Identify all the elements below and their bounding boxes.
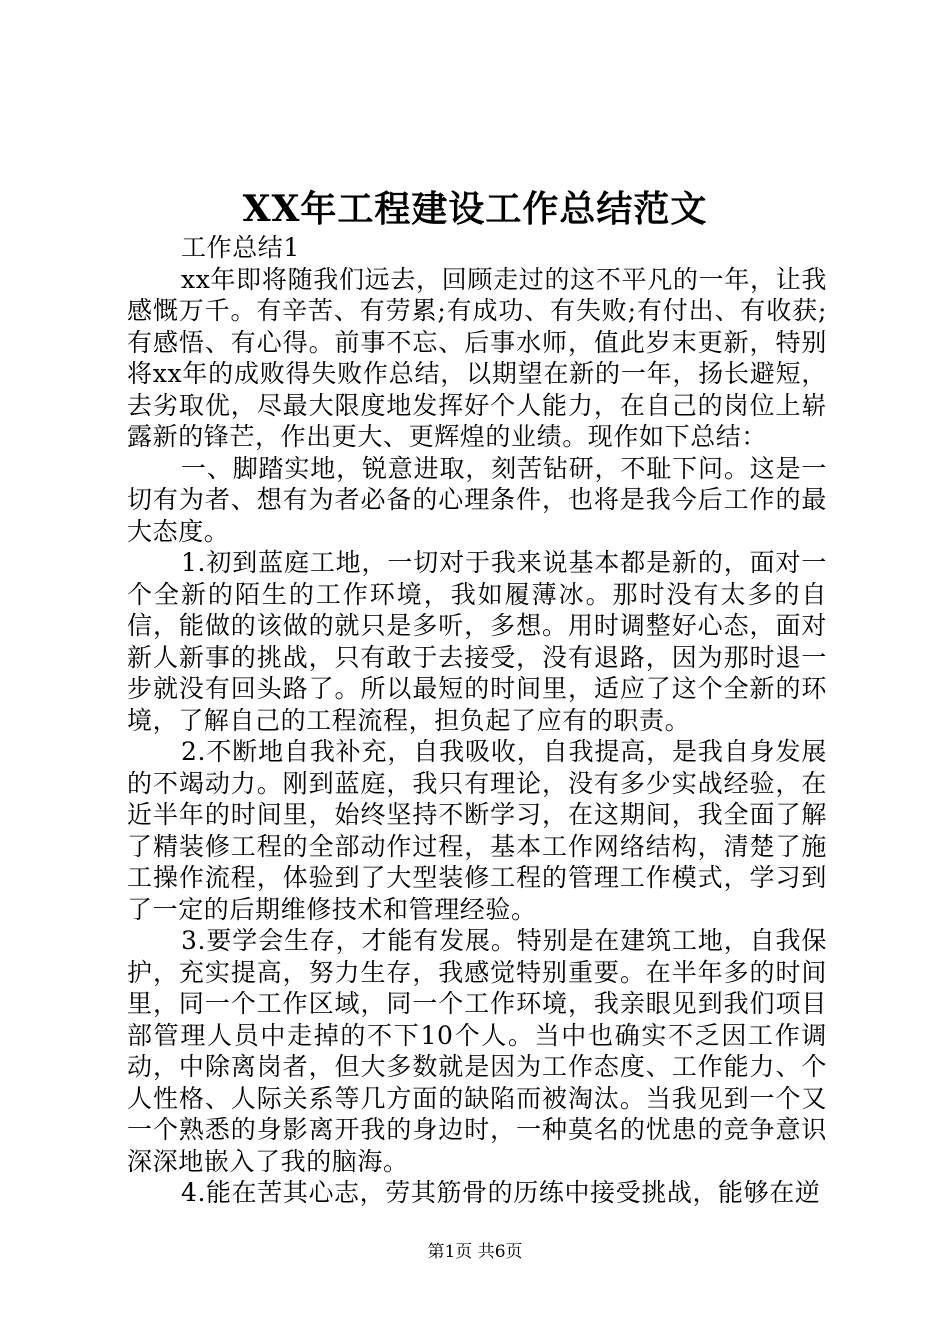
paragraph-item-3: 3.要学会生存，才能有发展。特别是在建筑工地，自我保护，充实提高，努力生存，我感觉特别重要。在半年多的时间里，同一个工作区域，同一个工作环境，我亲眼见到我们项目部管理人员中走掉的不下10个人。当中也确实不乏因工作调动，中除离岗者，但大多数就是因为工作态度、工作能力、个人性格、人际关系等几方面的缺陷而被淘汰。当我见到一个又一个熟悉的身影离开我的身边时，一种莫名的忧患的竞争意识深深地嵌入了我的脑海。: [127, 926, 827, 1176]
paragraph-heading: 工作总结1: [181, 233, 300, 262]
paragraph-section-1: 一、脚踏实地，锐意进取，刻苦钻研，不耻下问。这是一切有为者、想有为者必备的心理条件，也将是我今后工作的最大态度。: [127, 453, 827, 546]
paragraph-item-2: 2.不断地自我补充，自我吸收，自我提高，是我自身发展的不竭动力。刚到蓝庭，我只有理论，没有多少实战经验，在近半年的时间里，始终坚持不断学习，在这期间，我全面了解了精装修工程的全部动作过程，基本工作网络结构，清楚了施工操作流程，体验到了大型装修工程的管理工作模式，学习到了一定的后期维修技术和管理经验。: [127, 737, 827, 924]
document-body: [127, 232, 827, 1209]
paragraph-item-1: 1.初到蓝庭工地，一切对于我来说基本都是新的，面对一个全新的陌生的工作环境，我如履薄冰。那时没有太多的自信，能做的该做的就只是多听，多想。用时调整好心态，面对新人新事的挑战，只有敢于去接受，没有退路，因为那时退一步就没有回头路了。所以最短的时间里，适应了这个全新的环境，了解自己的工程流程，担负起了应有的职责。: [127, 548, 827, 735]
document-title: XX年工程建设工作总结范文: [242, 188, 708, 230]
paragraph-intro: xx年即将随我们远去，回顾走过的这不平凡的一年，让我感慨万千。有辛苦、有劳累;有成功、有失败;有付出、有收获;有感悟、有心得。前事不忘、后事水师，值此岁末更新，特别将xx年的成败得失败作总结，以期望在新的一年，扬长避短，去劣取优，尽最大限度地发挥好个人能力，在自己的岗位上崭露新的锋芒，作出更大、更辉煌的业绩。现作如下总结：: [127, 264, 827, 451]
page-footer: 第1页 共6页: [427, 1242, 523, 1262]
paragraph-item-4: 4.能在苦其心志，劳其筋骨的历练中接受挑战，能够在逆: [181, 1178, 821, 1207]
